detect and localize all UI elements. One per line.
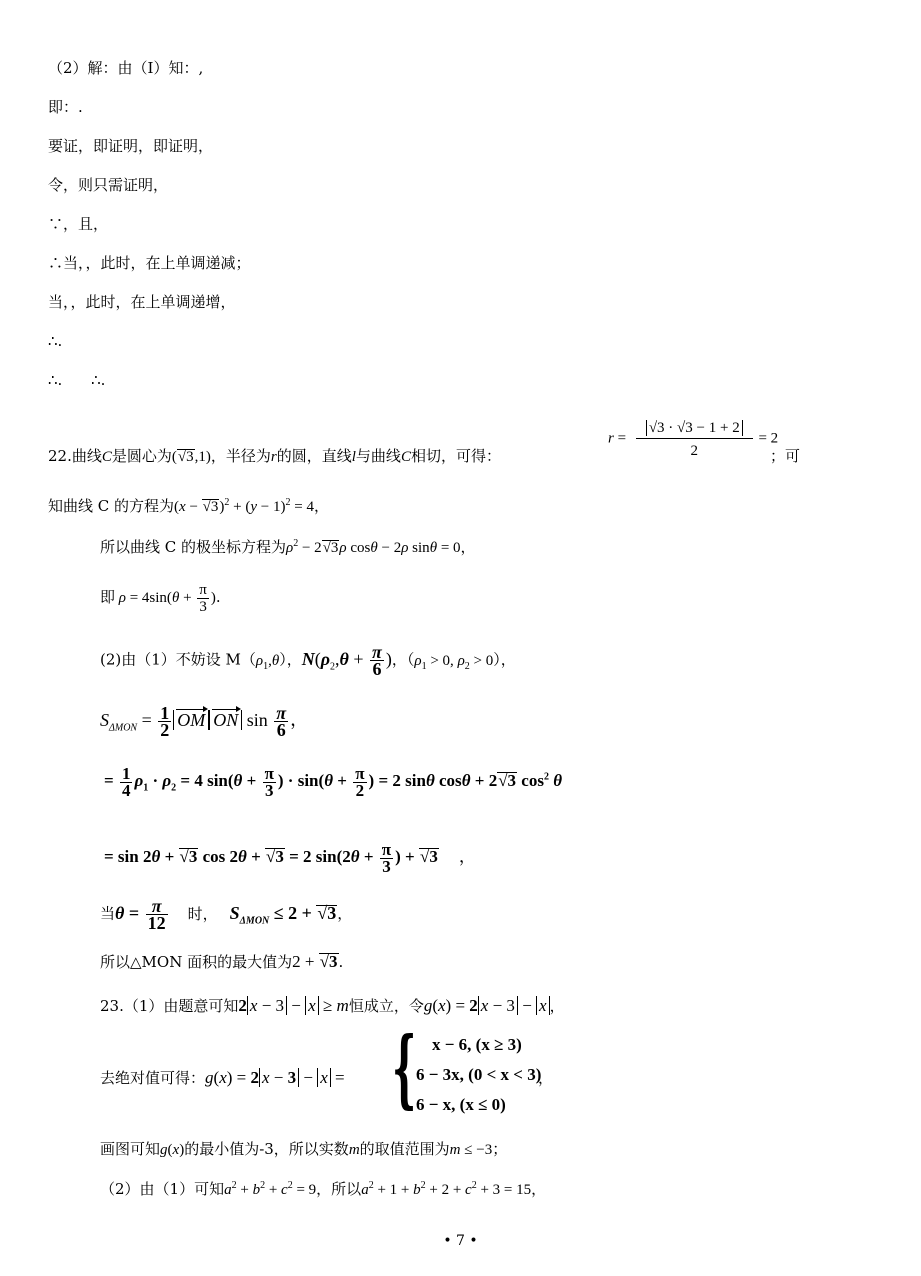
formula-g-def: g(x) = 2 x − 3 − x [424,996,550,1015]
formula-theta-value: θ = $\frac{\pi}{12}$ [115,896,166,933]
formula-polar: $\rho^2 - 2√3\rho$ cosθ − 2ρ sinθ = 0 [286,538,461,556]
formula-area-expand: = $\frac{1}{4}$ $\rho_1 \cdot \rho_2 = 4$ sin(θ + $\frac{\pi}{3}$ ) · sin(θ + $\frac{\pi}{2}$ ) = 2 sinθ cosθ + 2√3 $\cos^2 \theta$ [104,764,563,800]
q23-line-2-tail: ， [538,1069,554,1087]
q22-line-3: 所以曲线 C 的极坐标方程为$\rho^2 - 2√3\rho$ cosθ − 2ρ sinθ = 0， [100,538,476,556]
formula-inequality: 2 x − 3 − x ≥ m [238,996,349,1015]
q22-line-2: 知曲线 C 的方程为$(x - √3)^2 + (y - 1)^2 = 4$， [48,497,329,515]
formula-point-n: $N(\rho_2,\theta$ + $\frac{\pi}{6}$ ) [301,642,392,679]
text-line-7: 当，，此时，在上单调递增， [48,293,236,311]
q22-line-1-tail: ；可 [770,447,801,465]
q22-line-5: (2)由（1）不妨设 $M(\rho_1,\theta)$，$N(\rho_2,\theta$ + $\frac{\pi}{6}$ )，（$\rho_1 > 0$, $\rho_2 > 0$）， [100,642,516,679]
piecewise-case-3: 6 − x, (x ≤ 0) [416,1095,506,1114]
text-line-1: （2）解：由（Ⅰ）知：, [48,59,204,77]
q23-line-4: （2）由（1）可知$a^2 + b^2 + c^2 = 9$，所以$a^2 + 1 + b^2 + 2 + c^2 + 3 = 15$， [100,1180,547,1198]
q23-line-3: 画图可知g(x)的最小值为-3，所以实数m的取值范围为m ≤ −3； [100,1140,508,1158]
formula-area-simplify: = sin 2θ + √3 cos 2θ + √3 = 2 sin(2θ + $\frac{\pi}{3}$ ) + √3 [104,840,438,876]
formula-area: $S_{\Delta MON}$ = $\frac{1}{2}$ OM ON sin $\frac{\pi}{6}$ [100,703,287,740]
q22-line-1: 22.曲线C是圆心为(√3,1)，半径为r的圆，直线l与曲线C相切，可得： [48,447,501,465]
piecewise-case-1: x − 6, (x ≥ 3) [432,1035,522,1054]
text-line-3: 要证，即证明，即证明， [48,137,214,155]
formula-piecewise [392,1018,542,1120]
q22-line-10: 所以△MON 面积的最大值为2 + √3. [100,952,344,971]
formula-radius: r = $\frac{√3 \cdot √3 - 1 + 2}{2}$ = 2 [608,420,779,459]
q22-line-7 [104,766,562,799]
text-line-9: ∴. ∴. [48,371,106,389]
formula-area-max: $S_{\Delta MON} \le 2 + √3$ [229,902,337,927]
text-line-6: ∴当，，此时，在上单调递减； [48,254,251,272]
formula-polar-simplified: ρ = 4sin(θ + $\frac{\pi}{3}$ ) [118,582,216,615]
q23-line-2: 去绝对值可得：g(x) = 2 x − 3 − x = [100,1068,345,1087]
q22-line-8: = sin 2θ + √3 cos 2θ + √3 = 2 sin(2θ + $\frac{\pi}{3}$ ) + √3 ， [104,840,476,876]
formula-sum-expanded: $a^2 + 1 + b^2 + 2 + c^2 + 3 = 15$ [361,1180,532,1198]
text-line-8: ∴. [48,332,63,350]
q22-line-4: 即 ρ = 4sin(θ + $\frac{\pi}{3}$ ). [100,582,221,615]
formula-circle: $(x - √3)^2 + (y - 1)^2 = 4$ [174,497,314,515]
text-line-2: 即：. [48,98,83,116]
q22-line-9: 当θ = $\frac{\pi}{12}$ 时， $S_{\Delta MON} \le 2 + √3$， [100,896,353,933]
q22-line-6: $S_{\Delta MON}$ = $\frac{1}{2}$ OM ON sin $\frac{\pi}{6}$ ， [100,703,309,740]
text-line-5: ∵，且， [48,215,109,233]
q23-line-1: 23.（1）由题意可知2 x − 3 − x ≥ m恒成立，令g(x) = 2 x − 3 − x ， [100,996,565,1015]
formula-sum-squares: $a^2 + b^2 + c^2 = 9$ [224,1180,317,1198]
text-line-4: 令，则只需证明， [48,176,169,194]
piecewise-case-2: 6 − 3x, (0 < x < 3) [416,1065,542,1084]
brace-icon: { [392,1018,417,1117]
page-number: • 7 • [443,1233,478,1249]
formula-center: (√3,1) [171,449,211,465]
